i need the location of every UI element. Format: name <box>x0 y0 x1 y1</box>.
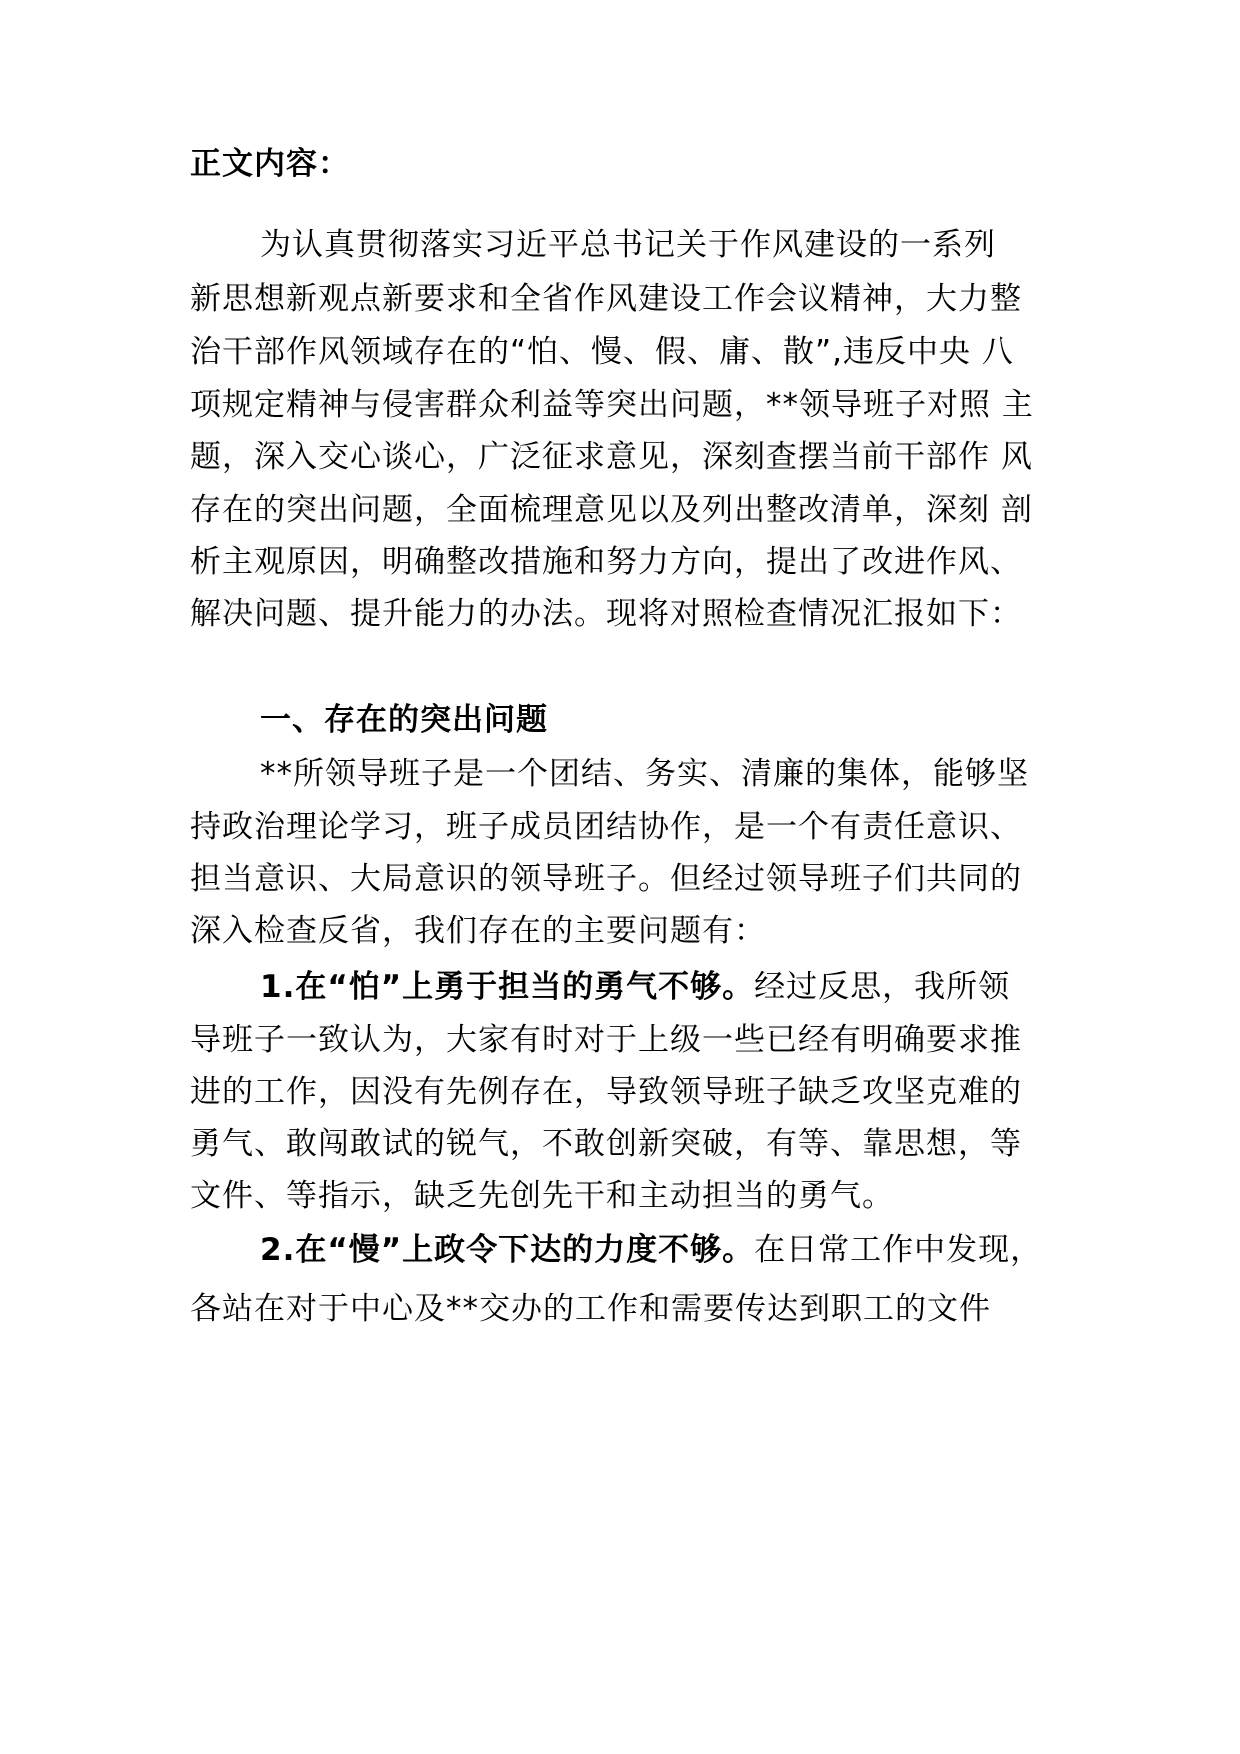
section-line-1: **所领导班子是一个团结、务实、清廉的集体，能够坚 <box>260 756 1029 792</box>
item-1-line-4: 勇气、敢闯敢试的锐气，不敢创新突破，有等、靠思想，等 <box>190 1126 1022 1162</box>
intro-line-2: 新思想新观点新要求和全省作风建设工作会议精神，大力整 <box>190 281 1022 317</box>
item-1-line-3: 进的工作，因没有先例存在，导致领导班子缺乏攻坚克难的 <box>190 1074 1022 1110</box>
item-1-first-line <box>260 967 1010 1007</box>
intro-line-5: 题，深入交心谈心，广泛征求意见，深刻查摆当前干部作 风 <box>190 439 1033 475</box>
item-1-line-2: 导班子一致认为，大家有时对于上级一些已经有明确要求推 <box>190 1022 1022 1058</box>
item-1-title: 1.在“怕”上勇于担当的勇气不够。 <box>260 969 755 1005</box>
item-1-line-5: 文件、等指示，缺乏先创先干和主动担当的勇气。 <box>190 1178 894 1214</box>
intro-line-3: 治干部作风领域存在的“怕、慢、假、庸、散”,违反中央 八 <box>190 334 1014 370</box>
intro-line-8: 解决问题、提升能力的办法。现将对照检查情况汇报如下： <box>190 596 1022 632</box>
item-2-title: 2.在“慢”上政令下达的力度不够。 <box>260 1232 755 1268</box>
intro-line-6: 存在的突出问题，全面梳理意见以及列出整改清单，深刻 剖 <box>190 492 1033 528</box>
item-2-first-line <box>260 1230 1042 1270</box>
section-line-4: 深入检查反省，我们存在的主要问题有： <box>190 913 766 949</box>
content-label: 正文内容： <box>190 146 350 182</box>
intro-line-4: 项规定精神与侵害群众利益等突出问题，**领导班子对照 主 <box>190 387 1034 423</box>
item-1-first-rest: 经过反思，我所领 <box>754 969 1011 1005</box>
section-heading: 一、存在的突出问题 <box>260 702 548 738</box>
item-2-line-2: 各站在对于中心及**交办的工作和需要传达到职工的文件 <box>190 1291 991 1327</box>
intro-line-1: 为认真贯彻落实习近平总书记关于作风建设的一系列 <box>260 227 996 263</box>
section-line-3: 担当意识、大局意识的领导班子。但经过领导班子们共同的 <box>190 861 1022 897</box>
section-line-2: 持政治理论学习，班子成员团结协作，是一个有责任意识、 <box>190 809 1022 845</box>
item-2-first-rest: 在日常工作中发现， <box>754 1232 1043 1268</box>
intro-line-7: 析主观原因，明确整改措施和努力方向，提出了改进作风、 <box>190 544 1022 580</box>
